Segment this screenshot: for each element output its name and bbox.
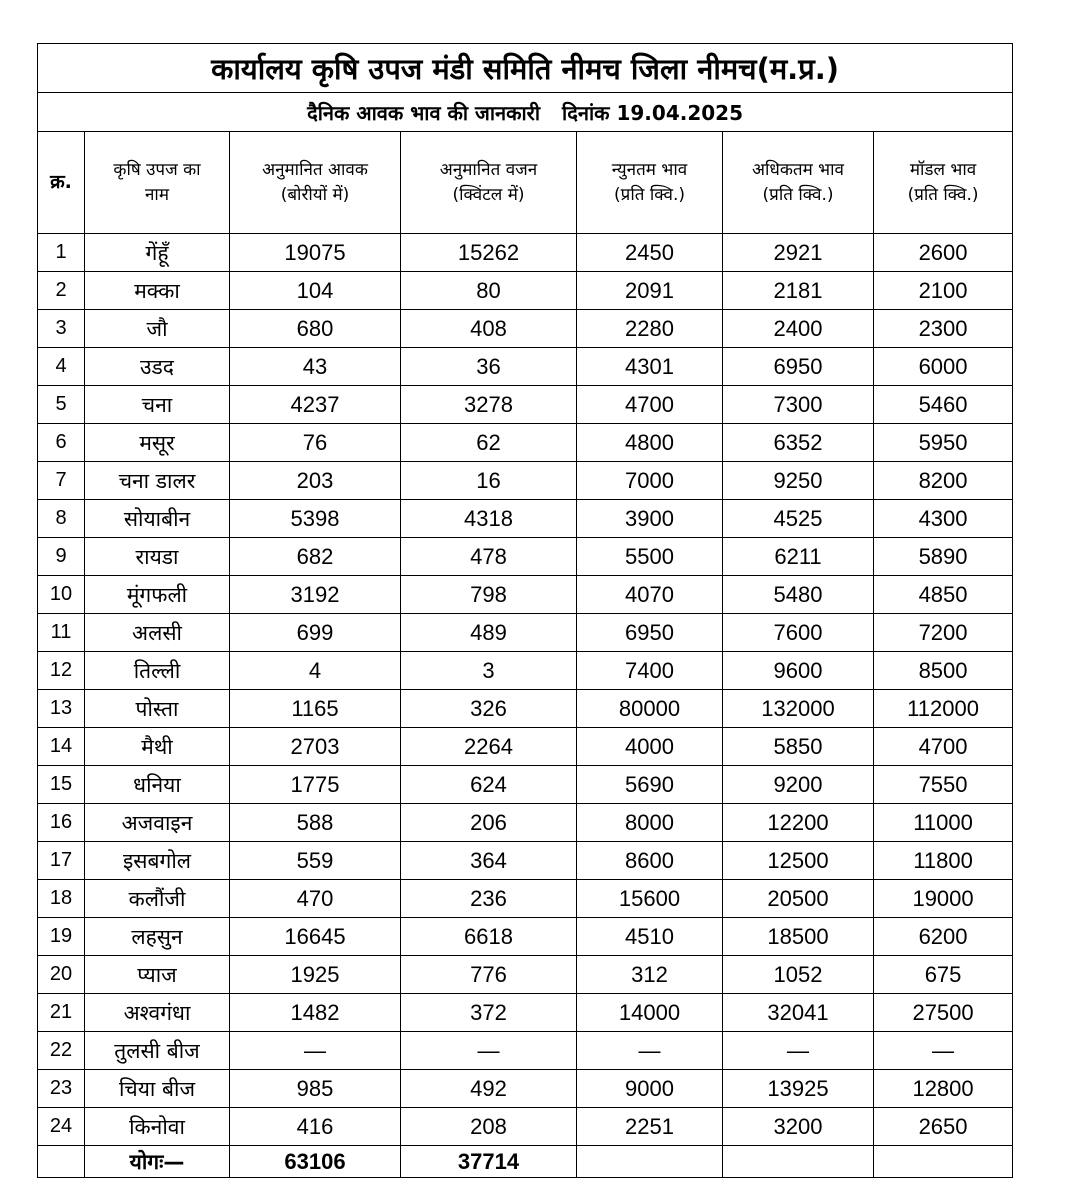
modal-rate-cell: 675 (874, 956, 1013, 994)
modal-rate-cell: 4700 (874, 728, 1013, 766)
min-rate-cell: 4301 (577, 348, 723, 386)
arrival-bags-cell: 1925 (230, 956, 401, 994)
table-row (38, 652, 1013, 690)
max-rate-cell: 5480 (723, 576, 874, 614)
produce-name-cell: लहसुन (85, 918, 230, 956)
arrival-bags-cell: 559 (230, 842, 401, 880)
min-rate-cell: 4000 (577, 728, 723, 766)
column-header-weight-line2: (क्विंटल में) (452, 184, 525, 205)
produce-name-cell: चना (85, 386, 230, 424)
modal-rate-cell: 5890 (874, 538, 1013, 576)
modal-rate-cell: 27500 (874, 994, 1013, 1032)
table-row (38, 424, 1013, 462)
min-rate-cell: 80000 (577, 690, 723, 728)
column-header-max-rate-line2: (प्रति क्वि.) (762, 184, 834, 205)
produce-name-cell: जौ (85, 310, 230, 348)
table-row (38, 842, 1013, 880)
report-date: 19.04.2025 (616, 100, 743, 125)
modal-rate-cell: 4850 (874, 576, 1013, 614)
table-row (38, 1108, 1013, 1146)
arrival-bags-cell: 699 (230, 614, 401, 652)
arrival-bags-cell: 43 (230, 348, 401, 386)
max-rate-cell: 6352 (723, 424, 874, 462)
column-header-arrival-line1: अनुमानित आवक (262, 159, 368, 180)
arrival-weight-cell: 2264 (401, 728, 577, 766)
max-rate-cell: 12500 (723, 842, 874, 880)
office-title: कार्यालय कृषि उपज मंडी समिति नीमच जिला नीमच(म.प्र.) (38, 44, 1013, 93)
arrival-bags-cell: 76 (230, 424, 401, 462)
min-rate-cell: 4700 (577, 386, 723, 424)
table-row (38, 614, 1013, 652)
produce-name-cell: सोयाबीन (85, 500, 230, 538)
row-serial-cell: 16 (38, 804, 85, 842)
modal-rate-cell: 5460 (874, 386, 1013, 424)
min-rate-cell: 2091 (577, 272, 723, 310)
max-rate-cell: 5850 (723, 728, 874, 766)
total-arrival-weight: 37714 (401, 1146, 577, 1178)
arrival-bags-cell: 1165 (230, 690, 401, 728)
total-blank-modal (874, 1146, 1013, 1178)
arrival-bags-cell: 4237 (230, 386, 401, 424)
max-rate-cell: 9200 (723, 766, 874, 804)
row-serial-cell: 7 (38, 462, 85, 500)
arrival-weight-cell: 798 (401, 576, 577, 614)
table-row (38, 576, 1013, 614)
arrival-bags-cell: 682 (230, 538, 401, 576)
row-serial-cell: 22 (38, 1032, 85, 1070)
modal-rate-cell: 2300 (874, 310, 1013, 348)
max-rate-cell: 2181 (723, 272, 874, 310)
table-row (38, 310, 1013, 348)
row-serial-cell: 4 (38, 348, 85, 386)
min-rate-cell: 2280 (577, 310, 723, 348)
row-serial-cell: 2 (38, 272, 85, 310)
column-header-produce-line1: कृषि उपज का (113, 159, 201, 180)
table-row (38, 880, 1013, 918)
arrival-bags-cell: 16645 (230, 918, 401, 956)
table-row (38, 500, 1013, 538)
arrival-weight-cell: 62 (401, 424, 577, 462)
table-row (38, 386, 1013, 424)
mandi-rate-table (37, 43, 1013, 1178)
arrival-weight-cell: 478 (401, 538, 577, 576)
total-blank-serial (38, 1146, 85, 1178)
modal-rate-cell: 5950 (874, 424, 1013, 462)
min-rate-cell: 2450 (577, 234, 723, 272)
arrival-bags-cell: 470 (230, 880, 401, 918)
table-row (38, 918, 1013, 956)
table-row (38, 272, 1013, 310)
produce-name-cell: अलसी (85, 614, 230, 652)
table-row (38, 538, 1013, 576)
row-serial-cell: 1 (38, 234, 85, 272)
modal-rate-cell: 112000 (874, 690, 1013, 728)
produce-name-cell: पोस्ता (85, 690, 230, 728)
produce-name-cell: चिया बीज (85, 1070, 230, 1108)
arrival-weight-cell: 624 (401, 766, 577, 804)
max-rate-cell: 13925 (723, 1070, 874, 1108)
min-rate-cell: — (577, 1032, 723, 1070)
produce-name-cell: कलौंजी (85, 880, 230, 918)
row-serial-cell: 13 (38, 690, 85, 728)
modal-rate-cell: 6000 (874, 348, 1013, 386)
arrival-weight-cell: 3278 (401, 386, 577, 424)
max-rate-cell: 4525 (723, 500, 874, 538)
modal-rate-cell: 2650 (874, 1108, 1013, 1146)
produce-name-cell: मैथी (85, 728, 230, 766)
min-rate-cell: 7000 (577, 462, 723, 500)
modal-rate-cell: 8200 (874, 462, 1013, 500)
column-header-max-rate (723, 132, 874, 234)
min-rate-cell: 8600 (577, 842, 723, 880)
modal-rate-cell: 11000 (874, 804, 1013, 842)
row-serial-cell: 3 (38, 310, 85, 348)
modal-rate-cell: 11800 (874, 842, 1013, 880)
table-row (38, 348, 1013, 386)
table-row (38, 1070, 1013, 1108)
column-header-produce-line2: नाम (144, 184, 169, 205)
total-arrival-bags: 63106 (230, 1146, 401, 1178)
max-rate-cell: 7600 (723, 614, 874, 652)
arrival-bags-cell: 104 (230, 272, 401, 310)
arrival-bags-cell: 5398 (230, 500, 401, 538)
arrival-bags-cell: 416 (230, 1108, 401, 1146)
arrival-weight-cell: 489 (401, 614, 577, 652)
min-rate-cell: 5500 (577, 538, 723, 576)
arrival-weight-cell: 80 (401, 272, 577, 310)
arrival-weight-cell: 236 (401, 880, 577, 918)
produce-name-cell: धनिया (85, 766, 230, 804)
arrival-weight-cell: 208 (401, 1108, 577, 1146)
min-rate-cell: 8000 (577, 804, 723, 842)
arrival-bags-cell: 1775 (230, 766, 401, 804)
row-serial-cell: 9 (38, 538, 85, 576)
arrival-bags-cell: 588 (230, 804, 401, 842)
column-header-arrival (230, 132, 401, 234)
total-row (38, 1146, 1013, 1178)
row-serial-cell: 14 (38, 728, 85, 766)
row-serial-cell: 12 (38, 652, 85, 690)
arrival-weight-cell: 6618 (401, 918, 577, 956)
row-serial-cell: 15 (38, 766, 85, 804)
row-serial-cell: 18 (38, 880, 85, 918)
row-serial-cell: 19 (38, 918, 85, 956)
produce-name-cell: मक्का (85, 272, 230, 310)
table-row (38, 956, 1013, 994)
column-header-produce (85, 132, 230, 234)
column-header-modal-rate-line1: मॉडल भाव (909, 159, 977, 180)
max-rate-cell: 12200 (723, 804, 874, 842)
min-rate-cell: 4510 (577, 918, 723, 956)
row-serial-cell: 6 (38, 424, 85, 462)
column-header-row (38, 132, 1013, 234)
arrival-bags-cell: 1482 (230, 994, 401, 1032)
column-header-min-rate (577, 132, 723, 234)
min-rate-cell: 4070 (577, 576, 723, 614)
produce-name-cell: मूंगफली (85, 576, 230, 614)
arrival-weight-cell: 326 (401, 690, 577, 728)
column-header-modal-rate (874, 132, 1013, 234)
column-header-weight-line1: अनुमानित वजन (439, 159, 538, 180)
produce-name-cell: इसबगोल (85, 842, 230, 880)
table-row (38, 690, 1013, 728)
modal-rate-cell: 7550 (874, 766, 1013, 804)
total-blank-max (723, 1146, 874, 1178)
max-rate-cell: 20500 (723, 880, 874, 918)
max-rate-cell: 1052 (723, 956, 874, 994)
max-rate-cell: — (723, 1032, 874, 1070)
max-rate-cell: 3200 (723, 1108, 874, 1146)
min-rate-cell: 15600 (577, 880, 723, 918)
max-rate-cell: 132000 (723, 690, 874, 728)
column-header-min-rate-line1: न्युनतम भाव (611, 159, 688, 180)
max-rate-cell: 7300 (723, 386, 874, 424)
arrival-weight-cell: — (401, 1032, 577, 1070)
min-rate-cell: 5690 (577, 766, 723, 804)
min-rate-cell: 4800 (577, 424, 723, 462)
arrival-bags-cell: 203 (230, 462, 401, 500)
max-rate-cell: 18500 (723, 918, 874, 956)
min-rate-cell: 7400 (577, 652, 723, 690)
row-serial-cell: 8 (38, 500, 85, 538)
column-header-max-rate-line1: अधिकतम भाव (752, 159, 844, 180)
max-rate-cell: 6950 (723, 348, 874, 386)
min-rate-cell: 3900 (577, 500, 723, 538)
modal-rate-cell: 8500 (874, 652, 1013, 690)
arrival-bags-cell: 3192 (230, 576, 401, 614)
produce-name-cell: रायडा (85, 538, 230, 576)
produce-name-cell: तुलसी बीज (85, 1032, 230, 1070)
arrival-weight-cell: 36 (401, 348, 577, 386)
max-rate-cell: 9600 (723, 652, 874, 690)
produce-name-cell: उडद (85, 348, 230, 386)
date-label: दिनांक (562, 100, 610, 125)
modal-rate-cell: 4300 (874, 500, 1013, 538)
arrival-weight-cell: 16 (401, 462, 577, 500)
arrival-weight-cell: 4318 (401, 500, 577, 538)
max-rate-cell: 6211 (723, 538, 874, 576)
row-serial-cell: 21 (38, 994, 85, 1032)
table-row (38, 728, 1013, 766)
produce-name-cell: गेंहूँ (85, 234, 230, 272)
modal-rate-cell: 2100 (874, 272, 1013, 310)
modal-rate-cell: 12800 (874, 1070, 1013, 1108)
max-rate-cell: 32041 (723, 994, 874, 1032)
row-serial-cell: 11 (38, 614, 85, 652)
column-header-weight (401, 132, 577, 234)
produce-name-cell: तिल्ली (85, 652, 230, 690)
modal-rate-cell: — (874, 1032, 1013, 1070)
produce-name-cell: मसूर (85, 424, 230, 462)
row-serial-cell: 24 (38, 1108, 85, 1146)
table-row (38, 804, 1013, 842)
row-serial-cell: 17 (38, 842, 85, 880)
arrival-weight-cell: 492 (401, 1070, 577, 1108)
arrival-weight-cell: 776 (401, 956, 577, 994)
table-row (38, 234, 1013, 272)
min-rate-cell: 6950 (577, 614, 723, 652)
arrival-weight-cell: 408 (401, 310, 577, 348)
column-header-min-rate-line2: (प्रति क्वि.) (614, 184, 685, 205)
total-blank-min (577, 1146, 723, 1178)
min-rate-cell: 9000 (577, 1070, 723, 1108)
column-header-serial (38, 132, 85, 234)
arrival-weight-cell: 372 (401, 994, 577, 1032)
report-subtitle (38, 93, 1013, 132)
min-rate-cell: 312 (577, 956, 723, 994)
row-serial-cell: 10 (38, 576, 85, 614)
produce-name-cell: किनोवा (85, 1108, 230, 1146)
modal-rate-cell: 2600 (874, 234, 1013, 272)
min-rate-cell: 2251 (577, 1108, 723, 1146)
row-serial-cell: 5 (38, 386, 85, 424)
max-rate-cell: 9250 (723, 462, 874, 500)
modal-rate-cell: 6200 (874, 918, 1013, 956)
subtitle-label: दैनिक आवक भाव की जानकारी (307, 100, 541, 125)
produce-name-cell: अश्वगंधा (85, 994, 230, 1032)
total-label: योगः— (85, 1146, 230, 1178)
table-row (38, 994, 1013, 1032)
produce-name-cell: अजवाइन (85, 804, 230, 842)
table-row (38, 1032, 1013, 1070)
arrival-bags-cell: 19075 (230, 234, 401, 272)
arrival-bags-cell: 680 (230, 310, 401, 348)
row-serial-cell: 23 (38, 1070, 85, 1108)
column-header-modal-rate-line2: (प्रति क्वि.) (907, 184, 979, 205)
max-rate-cell: 2921 (723, 234, 874, 272)
arrival-bags-cell: 985 (230, 1070, 401, 1108)
arrival-weight-cell: 364 (401, 842, 577, 880)
column-header-serial-label: क्र. (50, 171, 72, 193)
produce-name-cell: प्याज (85, 956, 230, 994)
produce-name-cell: चना डालर (85, 462, 230, 500)
arrival-weight-cell: 15262 (401, 234, 577, 272)
table-row (38, 462, 1013, 500)
modal-rate-cell: 7200 (874, 614, 1013, 652)
column-header-arrival-line2: (बोरीयों में) (280, 184, 350, 205)
arrival-bags-cell: — (230, 1032, 401, 1070)
arrival-bags-cell: 4 (230, 652, 401, 690)
row-serial-cell: 20 (38, 956, 85, 994)
table-row (38, 766, 1013, 804)
min-rate-cell: 14000 (577, 994, 723, 1032)
arrival-bags-cell: 2703 (230, 728, 401, 766)
arrival-weight-cell: 3 (401, 652, 577, 690)
max-rate-cell: 2400 (723, 310, 874, 348)
modal-rate-cell: 19000 (874, 880, 1013, 918)
arrival-weight-cell: 206 (401, 804, 577, 842)
